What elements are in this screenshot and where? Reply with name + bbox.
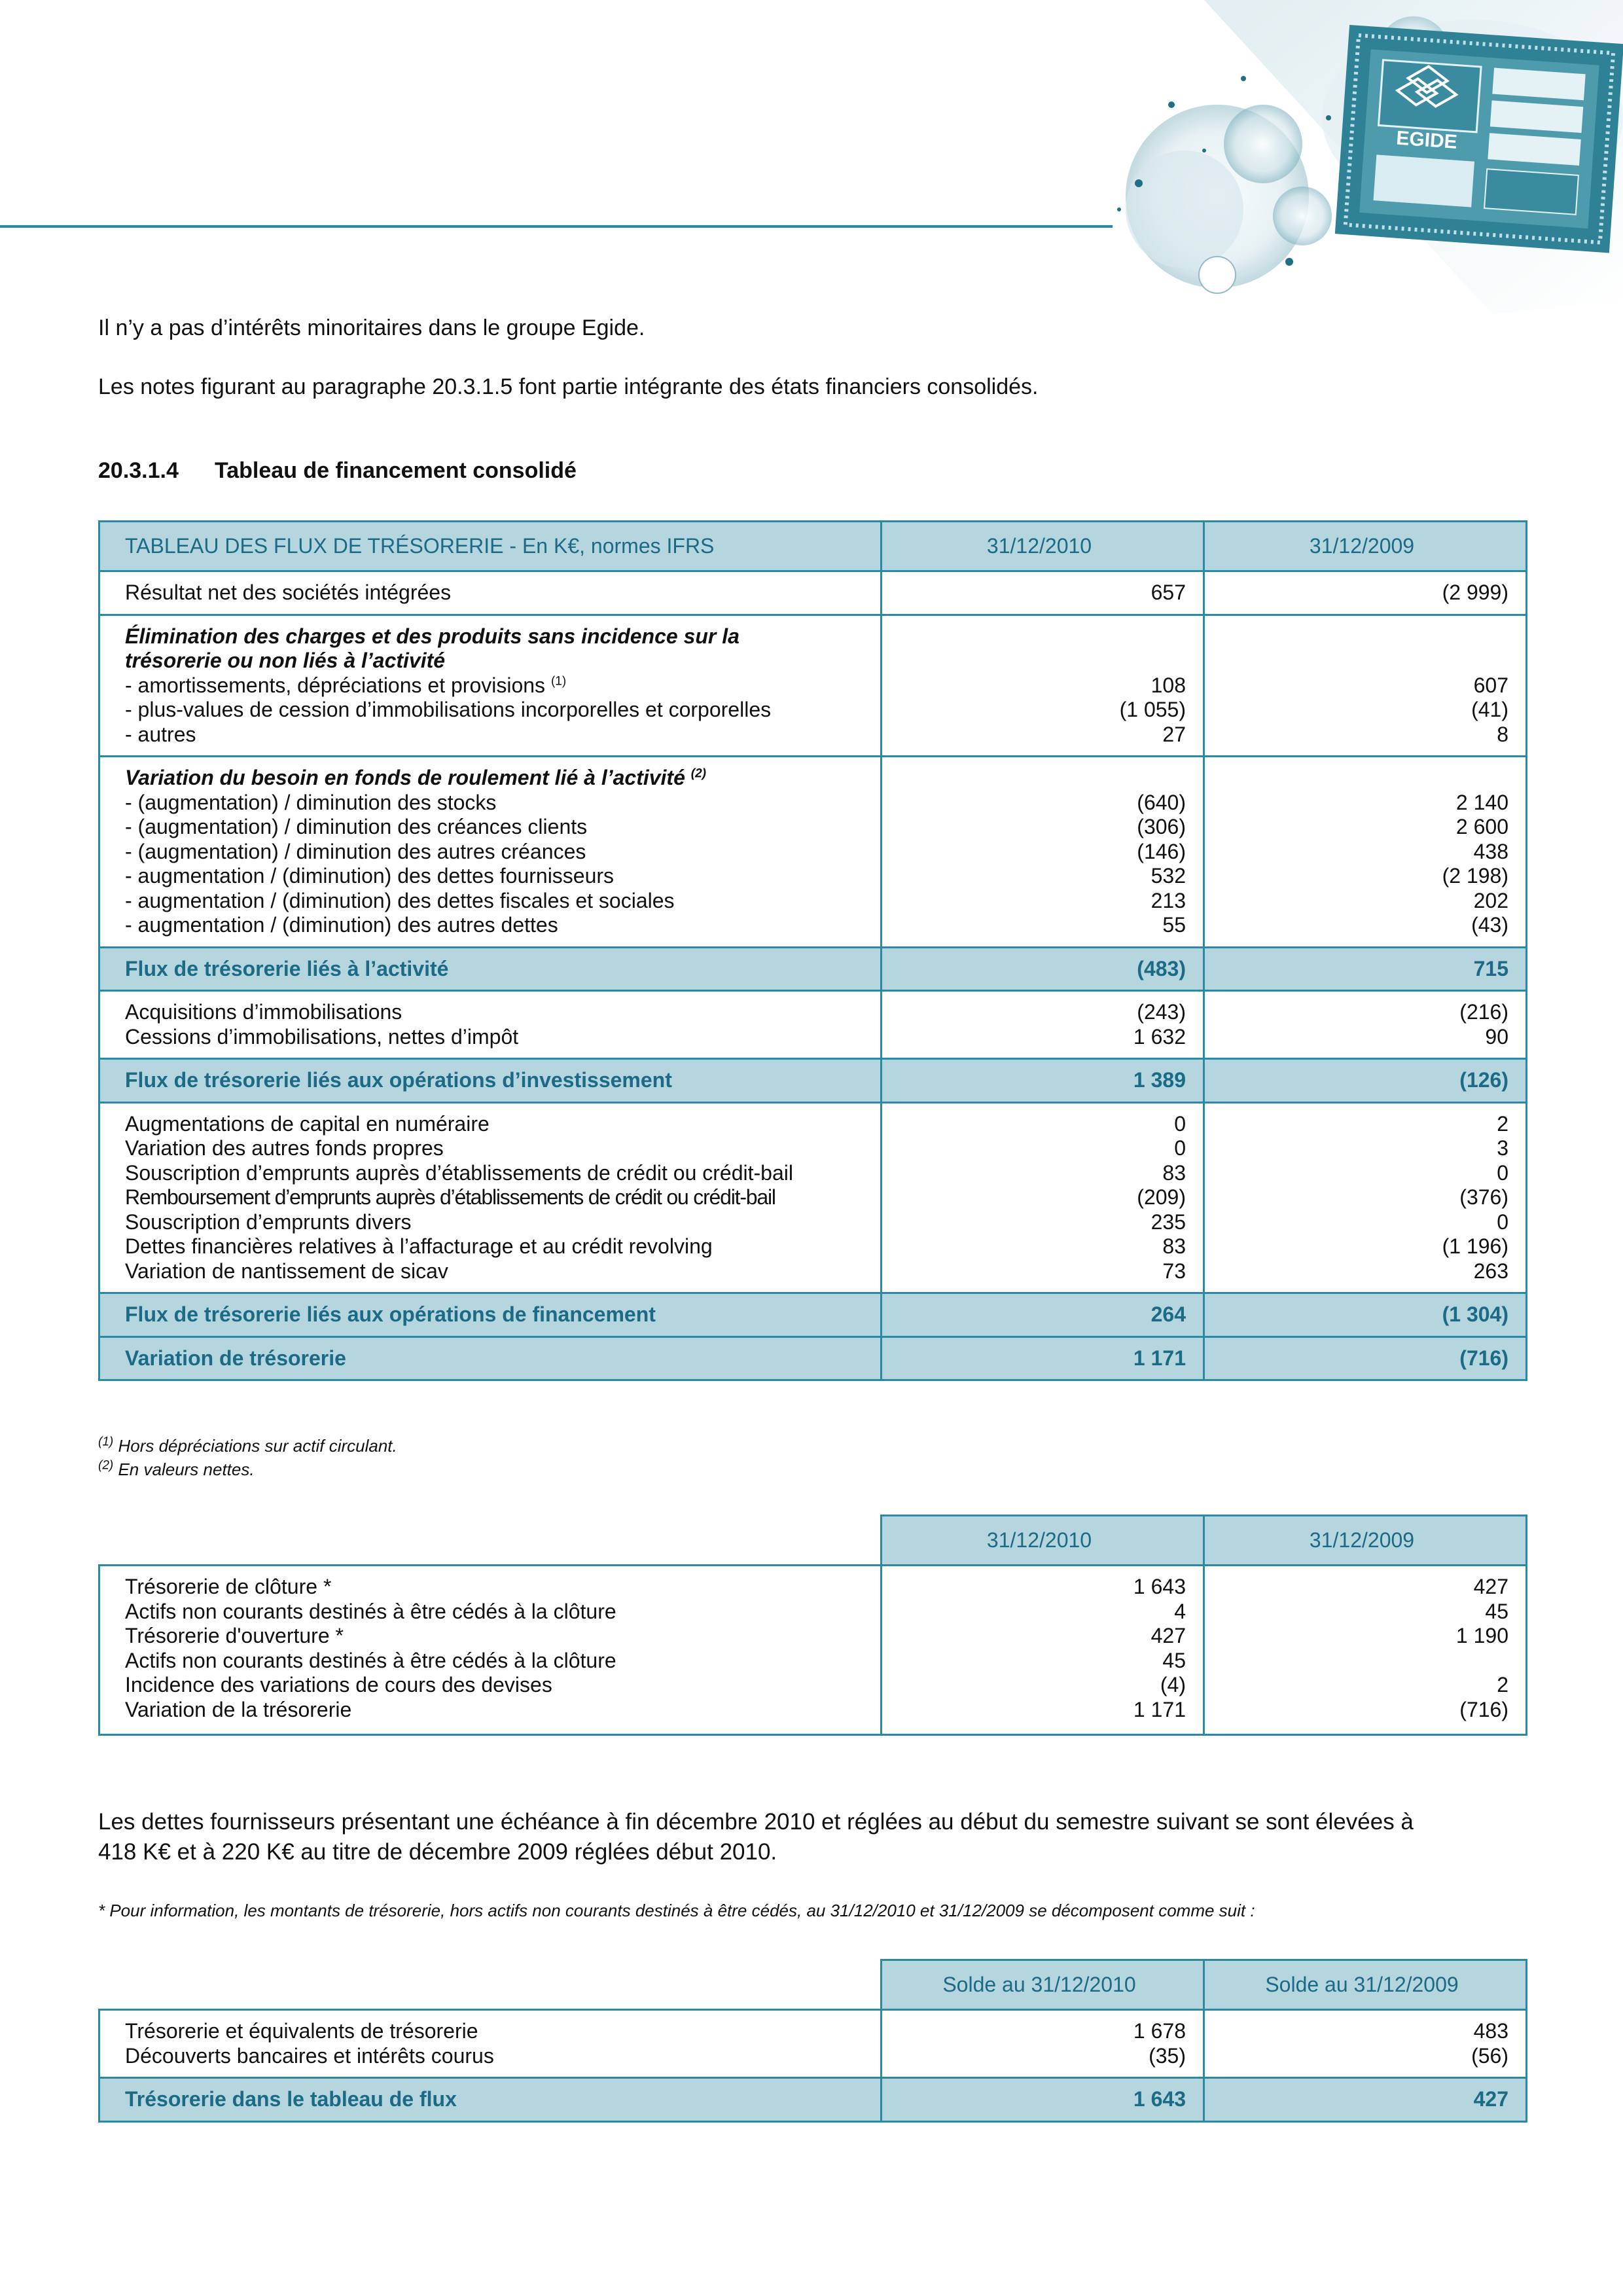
value-2010: 1 678 — [1133, 2019, 1186, 2043]
header-rule — [0, 225, 1113, 228]
cash-balance-table — [98, 1959, 1527, 2123]
elimination-block — [99, 615, 1527, 757]
financing-block — [99, 1102, 1527, 1293]
footnote-marker: (1) — [550, 673, 567, 688]
total-row-financing — [99, 1293, 1527, 1337]
total-label: Variation de trésorerie — [125, 1346, 346, 1370]
list-item: Remboursement d’emprunts auprès d’établissements de crédit ou crédit-bail — [125, 1185, 776, 1209]
total-2010: 1 171 — [1133, 1346, 1186, 1370]
cash-reconciliation-table — [98, 1515, 1527, 1736]
total-2010: 1 643 — [1133, 2087, 1186, 2111]
wcr-title: Variation du besoin en fonds de roulement lié à l’activité $^{(2)}$ — [125, 766, 706, 789]
total-label: Flux de trésorerie liés aux opérations de financement — [125, 1302, 656, 1326]
value-2009: 0 — [1497, 1160, 1508, 1185]
total-row-cash-flow-table — [99, 2078, 1527, 2122]
total-label: Flux de trésorerie liés aux opérations d’investissement — [125, 1068, 672, 1092]
value-2010: (640) — [1137, 790, 1186, 814]
value-2010: (146) — [1137, 839, 1186, 863]
list-item: - autres — [125, 722, 196, 746]
list-item: Trésorerie d'ouverture * — [125, 1624, 344, 1647]
total-2009: 427 — [1473, 2087, 1508, 2111]
value-2009: (2 198) — [1442, 864, 1508, 888]
list-item: - augmentation / (diminution) des dettes fiscales et sociales — [125, 888, 675, 912]
list-item: Souscription d’emprunts auprès d’établissements de crédit ou crédit-bail — [125, 1160, 793, 1185]
value-2009: 0 — [1497, 1210, 1508, 1234]
list-item: Dettes financières relatives à l’affacturage et au crédit revolving — [125, 1234, 713, 1258]
value-2009: 8 — [1497, 722, 1508, 746]
total-2009: (1 304) — [1442, 1302, 1508, 1326]
egide-logo — [1021, 0, 1623, 340]
value-2010: (209) — [1137, 1185, 1186, 1209]
total-2009: 715 — [1473, 956, 1508, 980]
value-2010: 0 — [1174, 1136, 1186, 1160]
list-item: - plus-values de cession d’immobilisations incorporelles et corporelles — [125, 698, 772, 721]
table-row — [99, 571, 1527, 615]
information-note: * Pour information, les montants de trésorerie, hors actifs non courants destinés à être cédés, au 31/12/2010 et 31/12/2009 se décomposent comme suit : — [98, 1901, 1255, 1920]
table-row — [99, 1566, 1527, 1735]
header-col-2009: Solde au 31/12/2009 — [1204, 1960, 1527, 2010]
list-item: Actifs non courants destinés à être cédés à la clôture — [125, 1648, 616, 1672]
total-2009: (126) — [1459, 1068, 1508, 1092]
wcr-block — [99, 757, 1527, 948]
value-2009: (56) — [1471, 2043, 1508, 2068]
list-item: Actifs non courants destinés à être cédés à la clôture — [125, 1599, 616, 1623]
value-2009: 202 — [1473, 888, 1508, 912]
value-2010: 83 — [1162, 1160, 1186, 1185]
value-2009: (216) — [1459, 1000, 1508, 1024]
list-item: Variation de nantissement de sicav — [125, 1259, 448, 1283]
total-2009: (716) — [1459, 1346, 1508, 1370]
list-item: Trésorerie de clôture * — [125, 1575, 332, 1598]
value-2009: 2 — [1497, 1111, 1508, 1136]
value-2010: 213 — [1150, 888, 1186, 912]
value-2009: (1 196) — [1442, 1234, 1508, 1258]
elimination-title-1: Élimination des charges et des produits sans incidence sur la — [125, 624, 740, 648]
list-item: - augmentation / (diminution) des autres dettes — [125, 913, 558, 937]
value-2009: 3 — [1497, 1136, 1508, 1160]
header-col-2010: 31/12/2010 — [882, 1516, 1204, 1566]
table-header-row — [99, 1516, 1527, 1566]
value-2010: 1 632 — [1133, 1024, 1186, 1049]
footnote-marker: (2) — [690, 766, 706, 781]
value-2009: 483 — [1473, 2019, 1508, 2043]
list-item: - amortissements, dépréciations et provisions $^{(1)}$ — [125, 673, 567, 697]
value-2010: (4) — [1160, 1673, 1186, 1696]
value-2010: (35) — [1149, 2043, 1186, 2068]
intro-minority-interests: Il n’y a pas d’intérêts minoritaires dans le groupe Egide. — [98, 315, 645, 340]
net-result-label: Résultat net des sociétés intégrées — [125, 581, 452, 604]
header-label: TABLEAU DES FLUX DE TRÉSORERIE - En K€, normes IFRS — [99, 522, 882, 571]
value-2009: 438 — [1473, 839, 1508, 863]
total-row-cash-variation — [99, 1336, 1527, 1380]
value-2009: (41) — [1471, 698, 1508, 721]
value-2010: 27 — [1162, 722, 1186, 746]
value-2010: 235 — [1150, 1210, 1186, 1234]
value-2009: (376) — [1459, 1185, 1508, 1209]
value-2009: 1 190 — [1455, 1624, 1508, 1647]
value-2009: 2 600 — [1455, 815, 1508, 838]
list-item: Incidence des variations de cours des devises — [125, 1673, 552, 1696]
list-item: Cessions d’immobilisations, nettes d’impôt — [125, 1024, 519, 1049]
elimination-title-2: trésorerie ou non liés à l’activité — [125, 649, 446, 672]
value-2009: 90 — [1485, 1024, 1508, 1049]
supplier-debts-paragraph-line1: Les dettes fournisseurs présentant une échéance à fin décembre 2010 et réglées au début du semestre suivant se sont élevées à — [98, 1809, 1414, 1835]
supplier-debts-paragraph-line2: 418 K€ et à 220 K€ au titre de décembre 2009 réglées début 2010. — [98, 1839, 777, 1865]
header-col-2010: Solde au 31/12/2010 — [882, 1960, 1204, 2010]
svg-text:EGIDE: EGIDE — [1395, 127, 1458, 153]
value-2010: 73 — [1162, 1259, 1186, 1283]
value-2010: 1 643 — [1133, 1575, 1186, 1598]
value-2010: 532 — [1150, 864, 1186, 888]
section-title-text: Tableau de financement consolidé — [215, 458, 577, 483]
value-2009: 2 140 — [1455, 790, 1508, 814]
table-header-row — [99, 1960, 1527, 2010]
intro-notes-reference: Les notes figurant au paragraphe 20.3.1.5 font partie intégrante des états financiers consolidés. — [98, 374, 1039, 399]
value-2010: 427 — [1150, 1624, 1186, 1647]
list-item: - (augmentation) / diminution des créances clients — [125, 815, 588, 838]
header-col-2009: 31/12/2009 — [1204, 1516, 1527, 1566]
value-2010: 1 171 — [1133, 1697, 1186, 1721]
list-item: Augmentations de capital en numéraire — [125, 1111, 490, 1136]
value-2009: 45 — [1485, 1599, 1508, 1623]
value-2010: 108 — [1150, 673, 1186, 697]
list-item: Découverts bancaires et intérêts courus — [125, 2043, 494, 2068]
total-row-operations — [99, 947, 1527, 991]
value-2010: 45 — [1162, 1648, 1186, 1672]
section-title — [98, 458, 577, 484]
cashflow-table — [98, 520, 1527, 1381]
value-2010: (1 055) — [1119, 698, 1186, 721]
footnote-1: $^{(1)}$ Hors dépréciations sur actif circulant. — [98, 1435, 397, 1456]
value-2009 — [1211, 1649, 1508, 1674]
value-2010: (306) — [1137, 815, 1186, 838]
value-2009: 427 — [1473, 1575, 1508, 1598]
value-2010: 55 — [1162, 913, 1186, 937]
value-2010: (243) — [1137, 1000, 1186, 1024]
value-2010: 4 — [1174, 1599, 1186, 1623]
footnote-2: $^{(2)}$ En valeurs nettes. — [98, 1458, 255, 1479]
list-item: - augmentation / (diminution) des dettes fournisseurs — [125, 864, 615, 888]
list-item: Souscription d’emprunts divers — [125, 1210, 412, 1234]
value-2009: (43) — [1471, 913, 1508, 937]
total-2010: 264 — [1150, 1302, 1186, 1326]
value-2009: 607 — [1473, 673, 1508, 697]
net-result-2010: 657 — [1150, 581, 1186, 604]
list-item: - (augmentation) / diminution des stocks — [125, 790, 497, 814]
value-2009: 2 — [1497, 1673, 1508, 1696]
total-row-investment — [99, 1059, 1527, 1103]
header-col-2009: 31/12/2009 — [1204, 522, 1527, 571]
value-2010: 0 — [1174, 1111, 1186, 1136]
table-header-row — [99, 522, 1527, 571]
list-item: Acquisitions d’immobilisations — [125, 1000, 402, 1024]
value-2009: (716) — [1459, 1697, 1508, 1721]
net-result-2009: (2 999) — [1442, 581, 1508, 604]
list-item: Variation de la trésorerie — [125, 1697, 352, 1721]
total-2010: (483) — [1137, 956, 1186, 980]
header-col-2010: 31/12/2010 — [882, 522, 1204, 571]
list-item: Variation des autres fonds propres — [125, 1136, 444, 1160]
total-label: Trésorerie dans le tableau de flux — [125, 2087, 457, 2111]
investment-block — [99, 991, 1527, 1059]
value-2009: 263 — [1473, 1259, 1508, 1283]
list-item: Trésorerie et équivalents de trésorerie — [125, 2019, 478, 2043]
table-row — [99, 2010, 1527, 2078]
value-2010: 83 — [1162, 1234, 1186, 1258]
section-number: 20.3.1.4 — [98, 458, 179, 483]
total-2010: 1 389 — [1133, 1068, 1186, 1092]
total-label: Flux de trésorerie liés à l’activité — [125, 956, 449, 980]
list-item: - (augmentation) / diminution des autres créances — [125, 839, 586, 863]
